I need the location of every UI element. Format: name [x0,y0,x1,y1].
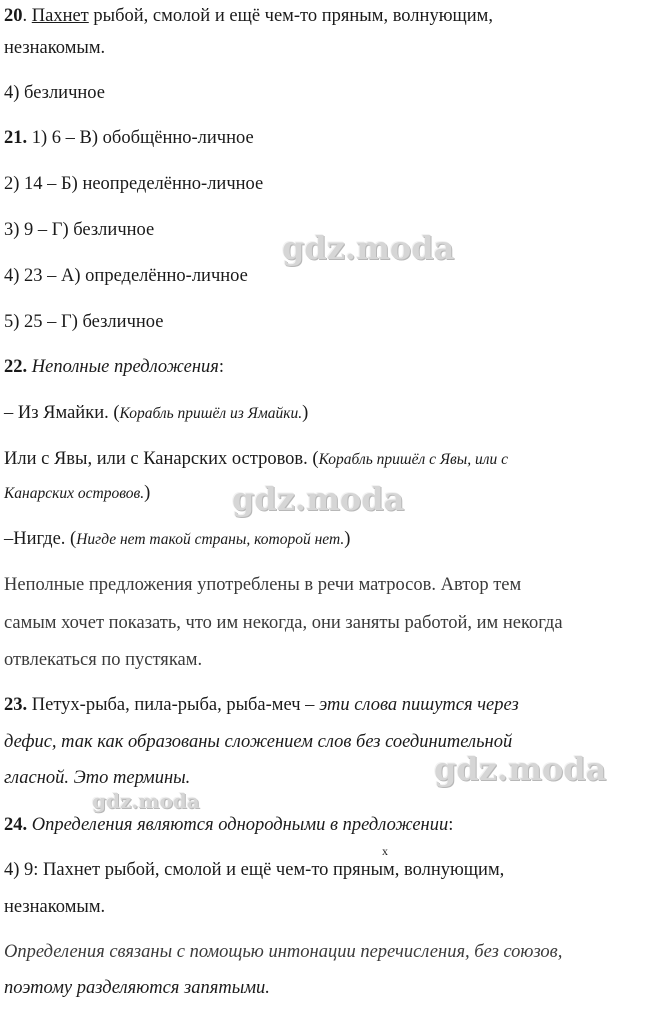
q22-line3-close: ) [144,483,151,503]
q20-number: 20 [4,6,23,26]
q24-heading-line [4,813,642,837]
q20-line2: незнакомым. [4,38,106,58]
watermark-logo: gdz.moda [282,229,455,267]
q22-line1 [4,401,642,426]
watermark-logo: gdz.moda [232,480,405,518]
q21-number: 21. [4,128,28,148]
q24-line4 [4,976,642,1000]
q22-line4 [4,527,642,552]
q22-line2 [4,447,642,472]
watermark-logo: gdz.moda [92,789,200,813]
x-mark: x [382,844,388,858]
q20-line1: 20. Пахнет рыбой, смолой и ещё чем-то пряным, волнующим, [4,6,493,26]
q21-item-1: 1) 6 – В) обобщённо-личное [27,128,254,148]
q22-line4-close: ) [344,529,351,549]
q22-para-line1: Неполные предложения употреблены в речи матросов. Автор тем [4,575,522,595]
q23-line2-italic: дефис, так как образованы сложением слов без соединительной [4,732,513,752]
q23-number: 23. [4,695,28,715]
q23-line3-italic: гласной. Это термины. [4,768,191,788]
q23-line1 [4,693,642,717]
q22-line1-note: Корабль пришёл из Ямайки. [119,405,303,422]
q21-item-3: 3) 9 – Г) безличное [4,220,155,240]
q24-colon: : [448,815,454,835]
q22-line1-main: – Из Ямайки. ( [4,403,120,423]
q20-text: рыбой, смолой и ещё чем-то пряным, волнующим, [88,6,493,26]
q22-line4-main: –Нигде. ( [4,529,77,549]
q22-colon: : [218,357,225,377]
q21-item-2: 2) 14 – Б) неопределённо-личное [4,174,264,194]
q24-heading: Определения являются однородными в предложении [27,815,449,835]
watermark-logo: gdz.moda [434,750,607,788]
q23-line1-italic: эти слова пишутся через [319,695,519,715]
q22-number: 22. [4,357,28,377]
q24-line1: 4) 9: Пахнет рыбой, смолой и ещё чем-то пряным, волнующим, [4,860,505,880]
q22-para-line2: самым хочет показать, что им некогда, они заняты работой, им некогда [4,613,563,633]
q24-line3 [4,940,642,964]
q20-answer: 4) безличное [4,83,105,103]
q23-line1-main: Петух-рыба, пила-рыба, рыба-меч – [27,695,320,715]
q22-line2-note: Корабль пришёл с Явы, или с [318,451,509,468]
q20-underlined-word: Пахнет [31,6,89,26]
q21-item-5: 5) 25 – Г) безличное [4,312,164,332]
q22-para-line3: отвлекаться по пустякам. [4,650,203,670]
q22-heading: Неполные предложения [31,357,219,377]
q22-line4-note: Нигде нет такой страны, которой нет. [76,531,345,548]
q21-item-4: 4) 23 – А) определённо-личное [4,266,248,286]
q21-line1 [4,126,642,150]
q24-number: 24. [4,815,28,835]
q24-line3-italic: Определения связаны с помощью интонации перечисления, без союзов, [4,942,563,962]
q22-heading-line [4,355,642,379]
q22-line2-main: Или с Явы, или с Канарских островов. ( [4,449,319,469]
q24-line2: незнакомым. [4,897,106,917]
q22-line3-note: Канарских островов. [4,485,145,502]
q22-line1-close: ) [302,403,309,423]
q24-line4-italic: поэтому разделяются запятыми. [4,978,270,998]
